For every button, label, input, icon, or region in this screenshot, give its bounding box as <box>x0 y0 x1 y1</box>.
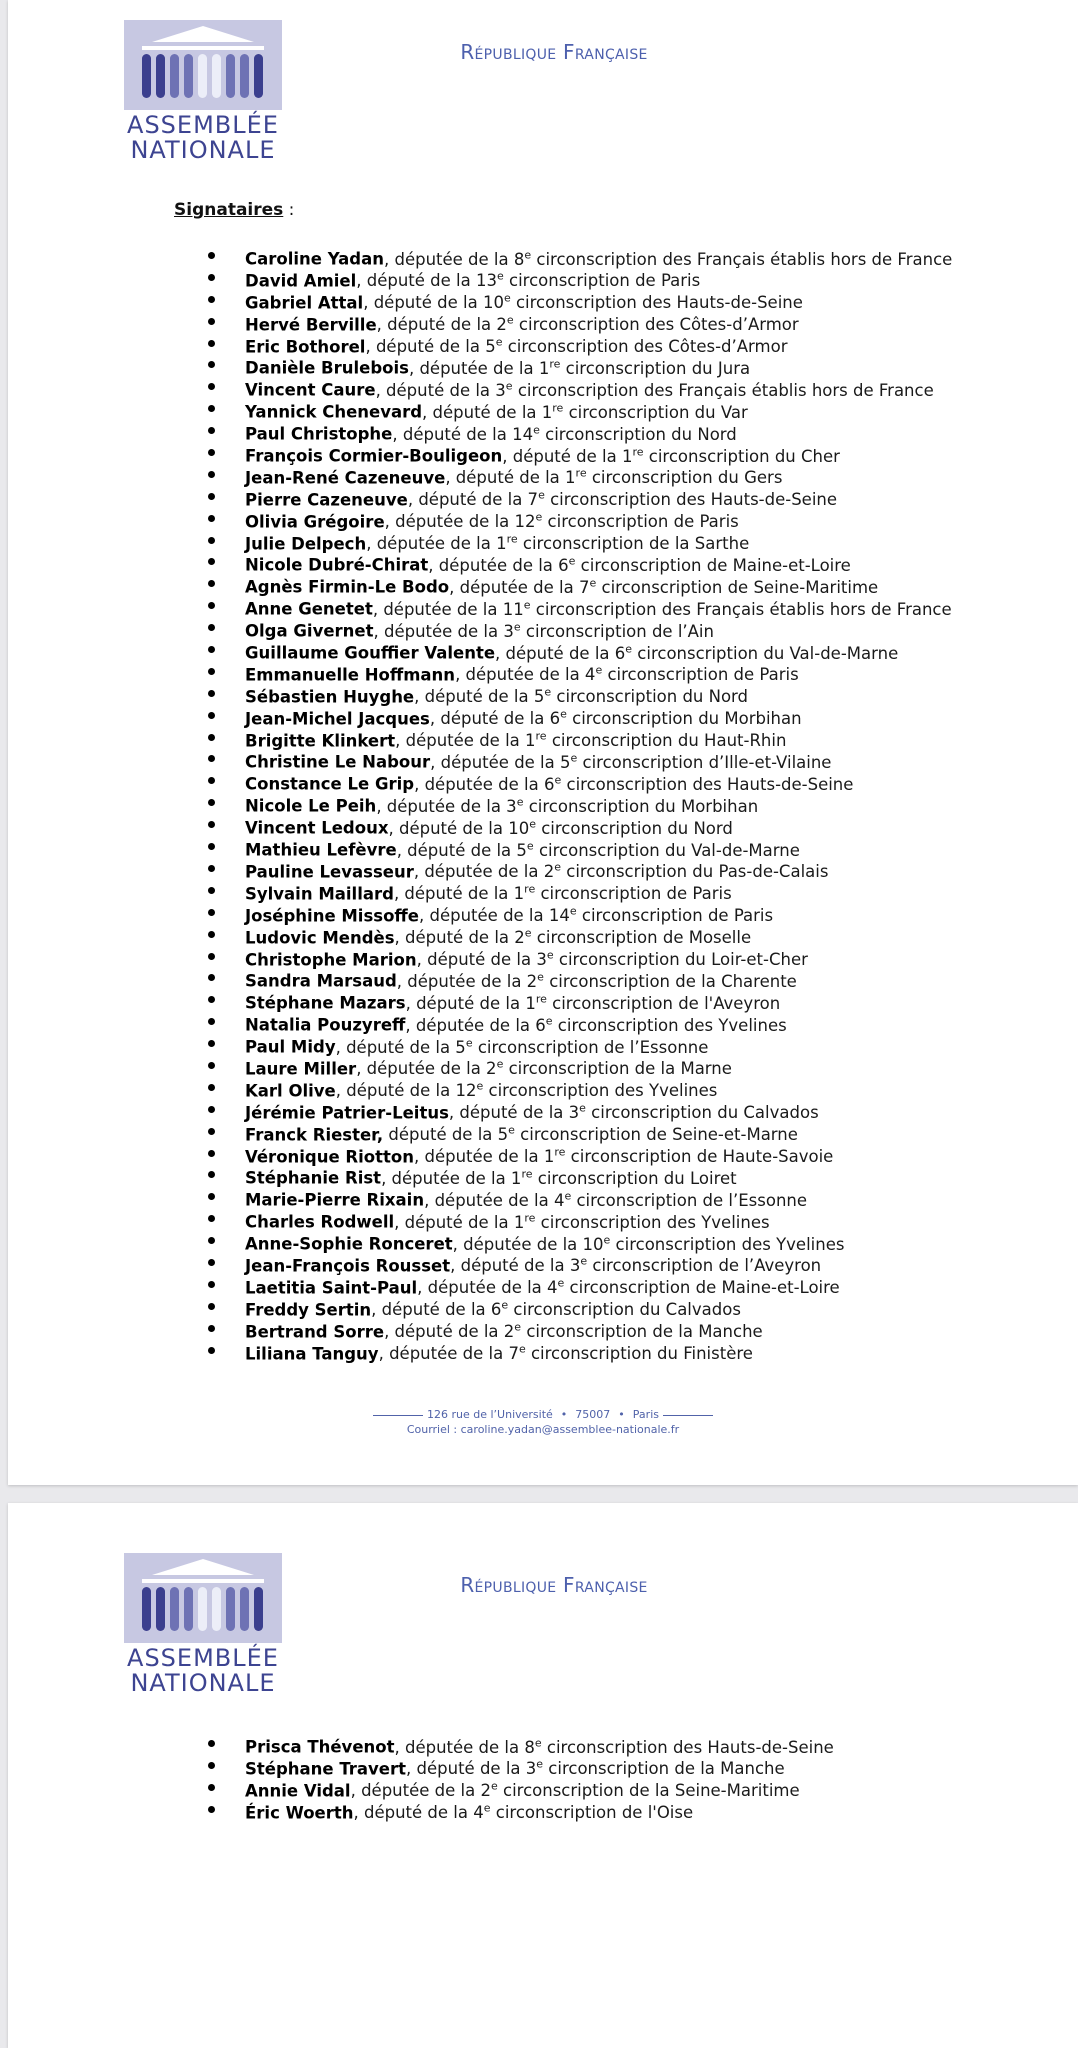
signatory-constituency: député de la 5e circonscription de Seine-et-Marne <box>383 1123 798 1145</box>
signatory-constituency: , député de la 6e circonscription du Val-de-Marne <box>495 642 899 663</box>
signatory-constituency: , député de la 3e circonscription des Français établis hors de France <box>375 379 934 400</box>
signatory-item <box>208 353 952 378</box>
signatory-name: Danièle Brulebois <box>245 358 409 378</box>
signatory-constituency: , députée de la 8e circonscription des Français établis hors de France <box>383 248 953 269</box>
signatory-name: Charles Rodwell <box>245 1212 395 1232</box>
footer-postcode: 75007 <box>575 1408 611 1421</box>
signatory-item <box>208 332 952 357</box>
signatory-constituency: , députée de la 2e circonscription de la Charente <box>396 970 797 991</box>
signatory-name: Vincent Caure <box>245 380 376 400</box>
signatory-constituency: , députée de la 1re circonscription du Jura <box>408 357 751 378</box>
signatory-item <box>208 1207 952 1232</box>
signatory-constituency: , député de la 1re circonscription des Yvelines <box>394 1211 770 1232</box>
signatory-name: David Amiel <box>245 271 357 291</box>
signatory-item <box>208 1229 952 1254</box>
signatory-constituency: , députée de la 4e circonscription de Paris <box>455 663 799 685</box>
signatory-constituency: , député de la 4e circonscription de l'Oise <box>353 1801 694 1823</box>
signatory-constituency: , députée de la 10e circonscription des Yvelines <box>452 1233 845 1254</box>
signatory-name: Agnès Firmin-Le Bodo <box>245 577 450 597</box>
signatory-name: Stéphanie Rist <box>245 1168 382 1188</box>
signatory-constituency: , députée de la 6e circonscription des Yvelines <box>405 1014 787 1035</box>
signatory-name: Prisca Thévenot <box>245 1737 395 1757</box>
signatory-constituency: , député de la 1re circonscription du Var <box>422 401 748 422</box>
signatory-constituency: , députée de la 1re circonscription du Loiret <box>381 1167 737 1188</box>
signatory-item <box>208 1054 952 1079</box>
document-page-1 <box>8 0 1078 1485</box>
signatory-item <box>208 638 952 663</box>
signatory-constituency: , député de la 5e circonscription de l’Essonne <box>335 1036 709 1057</box>
signatory-name: Christine Le Nabour <box>245 752 431 772</box>
signatory-item <box>208 923 952 948</box>
signatory-name: Guillaume Gouffier Valente <box>245 643 496 663</box>
signatory-item <box>208 857 952 882</box>
signatory-item <box>208 375 952 400</box>
signatory-item <box>208 1776 834 1801</box>
signatories-list-continued <box>208 1732 834 1823</box>
signatory-constituency: , députée de la 6e circonscription des Hauts-de-Seine <box>414 773 854 794</box>
signatory-name: Paul Midy <box>245 1037 336 1057</box>
footer-street: 126 rue de l’Université <box>427 1408 553 1421</box>
signatory-name: Joséphine Missoffe <box>245 906 419 926</box>
signatory-name: Karl Olive <box>245 1081 336 1101</box>
signatory-constituency: , député de la 3e circonscription de la Manche <box>406 1757 785 1779</box>
building-icon <box>124 20 282 110</box>
logo-text: ASSEMBLÉE NATIONALE <box>127 1644 279 1697</box>
signatory-constituency: , députée de la 4e circonscription de Maine-et-Loire <box>417 1276 840 1298</box>
signatory-item <box>208 1732 834 1757</box>
signatory-name: Jean-Michel Jacques <box>245 709 430 729</box>
signatory-item <box>208 572 952 597</box>
signatory-name: Nicole Dubré-Chirat <box>245 555 429 575</box>
signatory-item <box>208 550 952 575</box>
signatory-constituency: , députée de la 2e circonscription du Pas-de-Calais <box>413 860 829 882</box>
signatory-constituency: , députée de la 1re circonscription de Haute-Savoie <box>413 1145 834 1167</box>
signatory-item <box>208 966 952 991</box>
signatory-name: Sandra Marsaud <box>245 971 397 991</box>
signatory-name: Freddy Sertin <box>245 1300 372 1320</box>
signatory-constituency: , député de la 5e circonscription du Val-de-Marne <box>396 839 800 860</box>
signatory-name: Jean-François Rousset <box>245 1256 451 1276</box>
signatory-name: Gabriel Attal <box>245 293 364 313</box>
signatory-constituency: , député de la 6e circonscription du Calvados <box>371 1298 741 1320</box>
signatory-constituency: , députée de la 7e circonscription de Seine-Maritime <box>449 576 879 597</box>
signatory-name: Marie-Pierre Rixain <box>245 1190 425 1210</box>
signatory-name: Julie Delpech <box>245 534 367 554</box>
signatories-list <box>208 244 953 1364</box>
signatory-item <box>208 594 952 619</box>
signatory-item <box>208 507 952 532</box>
signatory-name: Hervé Berville <box>245 315 377 335</box>
signatory-name: Sylvain Maillard <box>245 884 394 904</box>
signatory-item <box>208 988 952 1013</box>
signatory-item <box>208 1295 952 1320</box>
signatory-item <box>208 791 952 816</box>
signatory-constituency: , député de la 13e circonscription de Paris <box>356 269 701 291</box>
signatory-name: Paul Christophe <box>245 424 393 444</box>
signatory-item <box>208 747 952 772</box>
signatory-name: Annie Vidal <box>245 1781 351 1801</box>
signatory-name: Vincent Ledoux <box>245 818 389 838</box>
signatory-item <box>208 1120 952 1145</box>
signatory-constituency: , député de la 1re circonscription de l'Aveyron <box>405 992 781 1013</box>
signatory-constituency: , député de la 6e circonscription du Morbihan <box>429 707 802 729</box>
signatory-name: Stéphane Travert <box>245 1759 407 1779</box>
signatory-name: Natalia Pouzyreff <box>245 1015 406 1035</box>
signatory-item <box>208 1010 952 1035</box>
signatory-item <box>208 1339 952 1364</box>
signatory-item <box>208 310 952 335</box>
signatory-item <box>208 835 952 860</box>
signatory-item <box>208 485 952 510</box>
footer-city: Paris <box>632 1408 659 1421</box>
signatory-item <box>208 529 952 554</box>
signatory-name: Olga Givernet <box>245 621 374 641</box>
signatory-constituency: , député de la 1re circonscription de Paris <box>393 882 732 904</box>
signatory-name: Anne Genetet <box>245 599 373 619</box>
signatory-constituency: , députée de la 1re circonscription du Haut-Rhin <box>395 729 787 751</box>
signatory-name: Laure Miller <box>245 1059 357 1079</box>
signatory-item <box>208 813 952 838</box>
signatory-constituency: , député de la 2e circonscription de la Manche <box>384 1320 763 1342</box>
signatory-name: Pierre Cazeneuve <box>245 490 408 510</box>
signatory-name: Nicole Le Peih <box>245 796 377 816</box>
signatory-name: Jean-René Cazeneuve <box>245 468 446 488</box>
signatory-name: Christophe Marion <box>245 950 417 969</box>
signatory-name: Éric Woerth <box>245 1803 354 1823</box>
signatory-item <box>208 945 952 967</box>
signatory-constituency: , députée de la 2e circonscription de la Seine-Maritime <box>350 1779 800 1801</box>
signatory-item <box>208 441 952 466</box>
signatory-name: Stéphane Mazars <box>245 993 406 1013</box>
signatory-name: Pauline Levasseur <box>245 862 414 882</box>
signatory-name: Ludovic Mendès <box>245 928 395 948</box>
signatory-item <box>208 419 952 444</box>
signatory-constituency: , député de la 1re circonscription du Cher <box>502 445 840 466</box>
signatory-constituency: , député de la 3e circonscription du Loir-et-Cher <box>416 948 808 969</box>
signatory-name: Anne-Sophie Ronceret <box>245 1234 453 1254</box>
signatory-constituency: , députée de la 6e circonscription de Maine-et-Loire <box>428 554 851 575</box>
building-icon <box>124 1553 282 1643</box>
signatory-item <box>208 244 953 269</box>
signatory-name: Eric Bothorel <box>245 337 366 357</box>
republique-francaise-header: République Française <box>460 1573 648 1597</box>
signatory-item <box>208 1076 952 1101</box>
assemblee-nationale-logo <box>124 20 284 163</box>
signatory-item <box>208 1251 952 1276</box>
signatory-constituency: , député de la 2e circonscription de Moselle <box>394 926 752 948</box>
signatory-constituency: , députée de la 2e circonscription de la Marne <box>356 1057 732 1079</box>
signatory-name: Jérémie Patrier-Leitus <box>245 1103 449 1123</box>
signatory-item <box>208 704 952 729</box>
signatory-item <box>208 879 952 904</box>
signatory-constituency: , député de la 5e circonscription des Côtes-d’Armor <box>365 335 788 357</box>
signatory-constituency: , députée de la 3e circonscription de l’Ain <box>373 620 714 641</box>
signatory-item <box>208 660 952 685</box>
signatory-item <box>208 1098 952 1123</box>
signatory-constituency: , député de la 10e circonscription des Hauts-de-Seine <box>363 291 803 313</box>
signatory-name: Liliana Tanguy <box>245 1344 379 1364</box>
signatory-constituency: , député de la 2e circonscription des Côtes-d’Armor <box>376 313 799 335</box>
signatory-constituency: , député de la 7e circonscription des Hauts-de-Seine <box>407 488 838 510</box>
republique-francaise-header: République Française <box>460 40 648 64</box>
footer-email: Courriel : caroline.yadan@assemblee-nationale.fr <box>406 1423 680 1436</box>
signatory-constituency: , député de la 1re circonscription du Gers <box>445 466 783 488</box>
signatory-item <box>208 1273 952 1298</box>
signatory-name: Caroline Yadan <box>245 249 384 269</box>
signatory-name: Sébastien Huyghe <box>245 687 415 707</box>
signatory-constituency: , député de la 3e circonscription de l’Aveyron <box>450 1254 822 1276</box>
signatory-item <box>208 1163 952 1188</box>
signatory-item <box>208 1032 952 1057</box>
signatory-item <box>208 1754 834 1779</box>
signatory-item <box>208 901 952 926</box>
signatory-item <box>208 397 952 422</box>
signatory-constituency: , députée de la 14e circonscription de Paris <box>419 904 774 926</box>
signatory-constituency: , députée de la 7e circonscription du Finistère <box>378 1342 753 1364</box>
signatory-constituency: , députée de la 12e circonscription de Paris <box>384 510 739 532</box>
signatory-item <box>208 288 952 313</box>
signatory-name: François Cormier-Bouligeon <box>245 446 503 466</box>
signatory-item <box>208 769 952 794</box>
letterhead-footer: 126 rue de l’Université • 75007 • Paris Courriel : caroline.yadan@assemblee-nationale.fr <box>8 1407 1078 1437</box>
signatory-name: Bertrand Sorre <box>245 1322 385 1342</box>
signatory-constituency: , députée de la 3e circonscription du Morbihan <box>376 795 759 816</box>
signatory-constituency: , députée de la 4e circonscription de l’Essonne <box>424 1189 808 1210</box>
logo-text: ASSEMBLÉE NATIONALE <box>127 111 279 164</box>
signatory-constituency: , députée de la 8e circonscription des Hauts-de-Seine <box>394 1736 834 1757</box>
signatory-name: Constance Le Grip <box>245 774 415 794</box>
signatory-item <box>208 1142 952 1167</box>
signatory-item <box>208 1185 952 1210</box>
signatory-constituency: , députée de la 1re circonscription de la Sarthe <box>366 532 750 554</box>
signatory-name: Olivia Grégoire <box>245 512 385 532</box>
signatory-name: Laetitia Saint-Paul <box>245 1278 418 1298</box>
assemblee-nationale-logo <box>124 1553 284 1696</box>
signatory-name: Véronique Riotton <box>245 1147 414 1167</box>
signatory-item <box>208 1317 952 1342</box>
signatory-item <box>208 616 952 641</box>
signatory-item <box>208 463 952 488</box>
signatory-item <box>208 682 952 707</box>
signatory-name: Emmanuelle Hoffmann <box>245 665 456 685</box>
signatory-name: Yannick Chenevard <box>245 402 423 422</box>
signatory-item <box>208 726 952 751</box>
signatory-name: Mathieu Lefèvre <box>245 840 397 860</box>
signatory-name: Franck Riester, <box>245 1125 384 1145</box>
signatory-item <box>208 266 952 291</box>
signatory-constituency: , député de la 14e circonscription du Nord <box>392 423 737 444</box>
document-page-2 <box>8 1503 1078 2048</box>
signatory-constituency: , députée de la 5e circonscription d’Ille-et-Vilaine <box>430 751 832 772</box>
signatory-constituency: , député de la 5e circonscription du Nord <box>414 685 749 707</box>
signatory-constituency: , député de la 10e circonscription du Nord <box>388 817 733 838</box>
signatory-constituency: , député de la 3e circonscription du Calvados <box>448 1101 819 1123</box>
signatory-name: Brigitte Klinkert <box>245 731 396 751</box>
signataires-heading: Signataires : <box>174 200 295 220</box>
signatory-constituency: , députée de la 11e circonscription des Français établis hors de France <box>372 598 952 619</box>
signatory-constituency: , député de la 12e circonscription des Yvelines <box>335 1079 718 1101</box>
signatory-item <box>208 1798 834 1823</box>
